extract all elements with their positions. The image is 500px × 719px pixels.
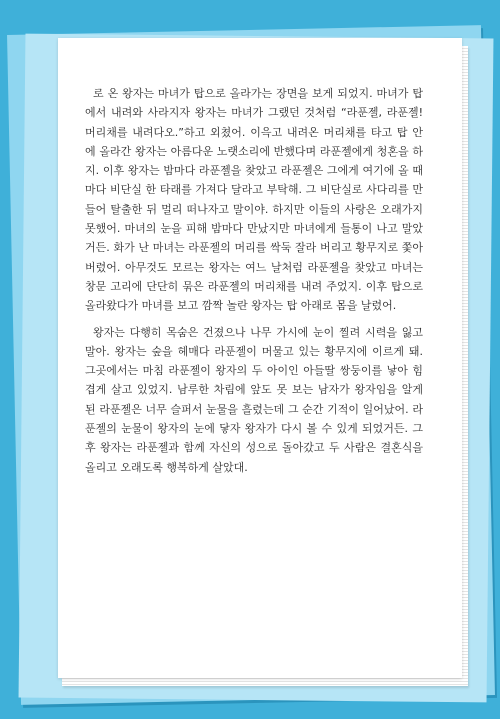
paragraph-1: 로 온 왕자는 마녀가 탑으로 올라가는 장면을 보게 되었지. 마녀가 탑에서 내려와 사라지자 왕자는 마녀가 그랬던 것처럼 “라푼젤, 라푼젤! 머리채를 내려다오.”하고 외쳤어. 이윽고 내려온 머리채를 타고 탑 안에 올라간 왕자는 아름다운 노랫소리에 반했다며 라푼젤에게 청혼을 하지. 이후 왕자는 밤마다 라푼젤을 찾았고 라푼젤은 그에게 여기에 올 때마다 비단실 한 타래를 가져다 달라고 부탁해. 그 비단실로 사다리를 만들어 탈출한 뒤 멀리 떠나자고 말이야. 하지만 이들의 사랑은 오래가지 못했어. 마녀의 눈을 피해 밤마다 만났지만 마녀에게 들통이 나고 말았거든. 화가 난 마녀는 라푼젤의 머리를 싹둑 잘라 버리고 황무지로 쫓아 버렸어. 아무것도 모르는 왕자는 여느 날처럼 라푼젤을 찾았고 마녀는 창문 고리에 단단히 묶은 라푼젤의 머리채를 내려 주었지. 이후 탑으로 올라왔다가 마녀를 보고 깜짝 놀란 왕자는 탑 아래로 몸을 날렸어. (85, 87, 423, 313)
paragraph-2: 왕자는 다행히 목숨은 건졌으나 나무 가시에 눈이 찔려 시력을 잃고 말아. 왕자는 숲을 헤매다 라푼젤이 머물고 있는 황무지에 이르게 돼. 그곳에서는 마침 라푼젤이 왕자의 두 아이인 아들딸 쌍둥이를 낳아 힘겹게 살고 있었지. 남루한 차림에 앞도 못 보는 남자가 왕자임을 알게 된 라푼젤은 너무 슬퍼서 눈물을 흘렸는데 그 순간 기적이 일어났어. 라푼젤의 눈물이 왕자의 눈에 닿자 왕자가 다시 볼 수 있게 되었거든. 그 후 왕자는 라푼젤과 함께 자신의 성으로 돌아갔고 두 사람은 결혼식을 올리고 오래도록 행복하게 살았대. (85, 325, 423, 474)
page-text (85, 84, 423, 477)
